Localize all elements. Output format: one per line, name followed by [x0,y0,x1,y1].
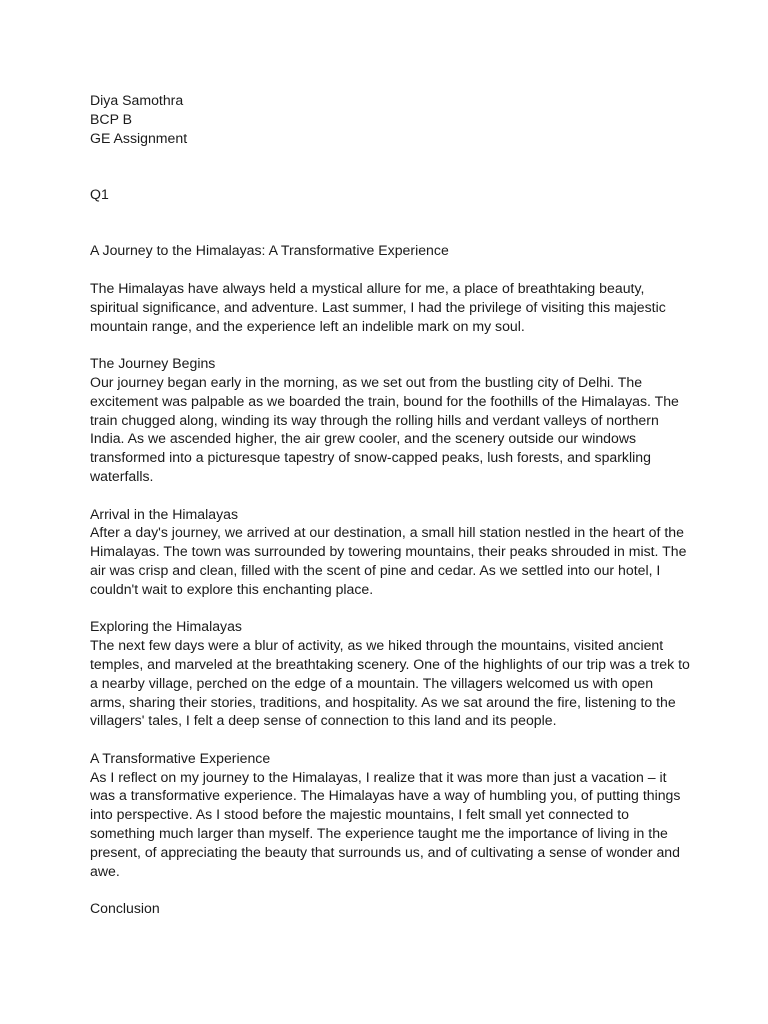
paragraph-line: waterfalls. [90,467,154,484]
paragraph-line: After a day's journey, we arrived at our destination, a small hill station nestled in the heart of the [90,524,684,541]
paragraph-line: air was crisp and clean, filled with the scent of pine and cedar. As we settled into our hotel, I [90,561,661,578]
student-header [90,91,690,147]
paragraph-line: Our journey began early in the morning, as we set out from the bustling city of Delhi. The [90,373,643,390]
paragraph-line: spiritual significance, and adventure. Last summer, I had the privilege of visiting this majestic [90,298,666,315]
student-name: Diya Samothra [90,92,184,108]
paragraph-line: into perspective. As I stood before the majestic mountains, I felt small yet connected to [90,806,629,823]
section-journey-begins [90,354,690,486]
section-heading: Conclusion [90,900,160,917]
paragraph-line: train chugged along, winding its way through the rolling hills and verdant valleys of northern [90,411,659,428]
section-exploring [90,617,690,730]
paragraph-line: awe. [90,862,120,879]
paragraph-line: The Himalayas have always held a mystical allure for me, a place of breathtaking beauty, [90,279,645,296]
intro-paragraph [90,279,690,335]
student-class: BCP B [90,110,133,127]
paragraph-line: excitement was palpable as we boarded the train, bound for the foothills of the Himalayas. The [90,392,679,409]
paragraph-line: something much larger than myself. The experience taught me the importance of living in the [90,825,668,842]
paragraph-line: present, of appreciating the beauty that surrounds us, and of cultivating a sense of wonder and [90,843,680,860]
paragraph-line: mountain range, and the experience left an indelible mark on my soul. [90,317,525,334]
section-heading: The Journey Begins [90,355,216,372]
essay-title: A Journey to the Himalayas: A Transformative Experience [90,242,449,259]
section-heading: Exploring the Himalayas [90,618,242,635]
paragraph-line: a nearby village, perched on the edge of a mountain. The villagers welcomed us with open [90,674,654,691]
section-conclusion [90,899,690,918]
section-heading: Arrival in the Himalayas [90,505,239,522]
assignment-label: GE Assignment [90,129,188,146]
paragraph-line: couldn't wait to explore this enchanting place. [90,580,374,597]
paragraph-line: villagers' tales, I felt a deep sense of connection to this land and its people. [90,712,557,729]
paragraph-line: India. As we ascended higher, the air grew cooler, and the scenery outside our windows [90,430,637,447]
section-arrival [90,505,690,599]
document-page [90,91,690,918]
paragraph-line: temples, and marveled at the breathtaking scenery. One of the highlights of our trip was a trek to [90,655,690,672]
paragraph-line: The next few days were a blur of activity, as we hiked through the mountains, visited ancient [90,637,664,654]
paragraph-line: arms, sharing their stories, traditions, and hospitality. As we sat around the fire, listening to the [90,693,676,710]
section-transformative [90,749,690,881]
paragraph-line: Himalayas. The town was surrounded by towering mountains, their peaks shrouded in mist. The [90,543,687,560]
question-label: Q1 [90,185,109,202]
paragraph-line: transformed into a picturesque tapestry of snow-capped peaks, lush forests, and sparkling [90,449,651,466]
section-heading: A Transformative Experience [90,749,271,766]
paragraph-line: As I reflect on my journey to the Himalayas, I realize that it was more than just a vacation – it [90,768,667,785]
paragraph-line: was a transformative experience. The Himalayas have a way of humbling you, of putting things [90,787,681,804]
